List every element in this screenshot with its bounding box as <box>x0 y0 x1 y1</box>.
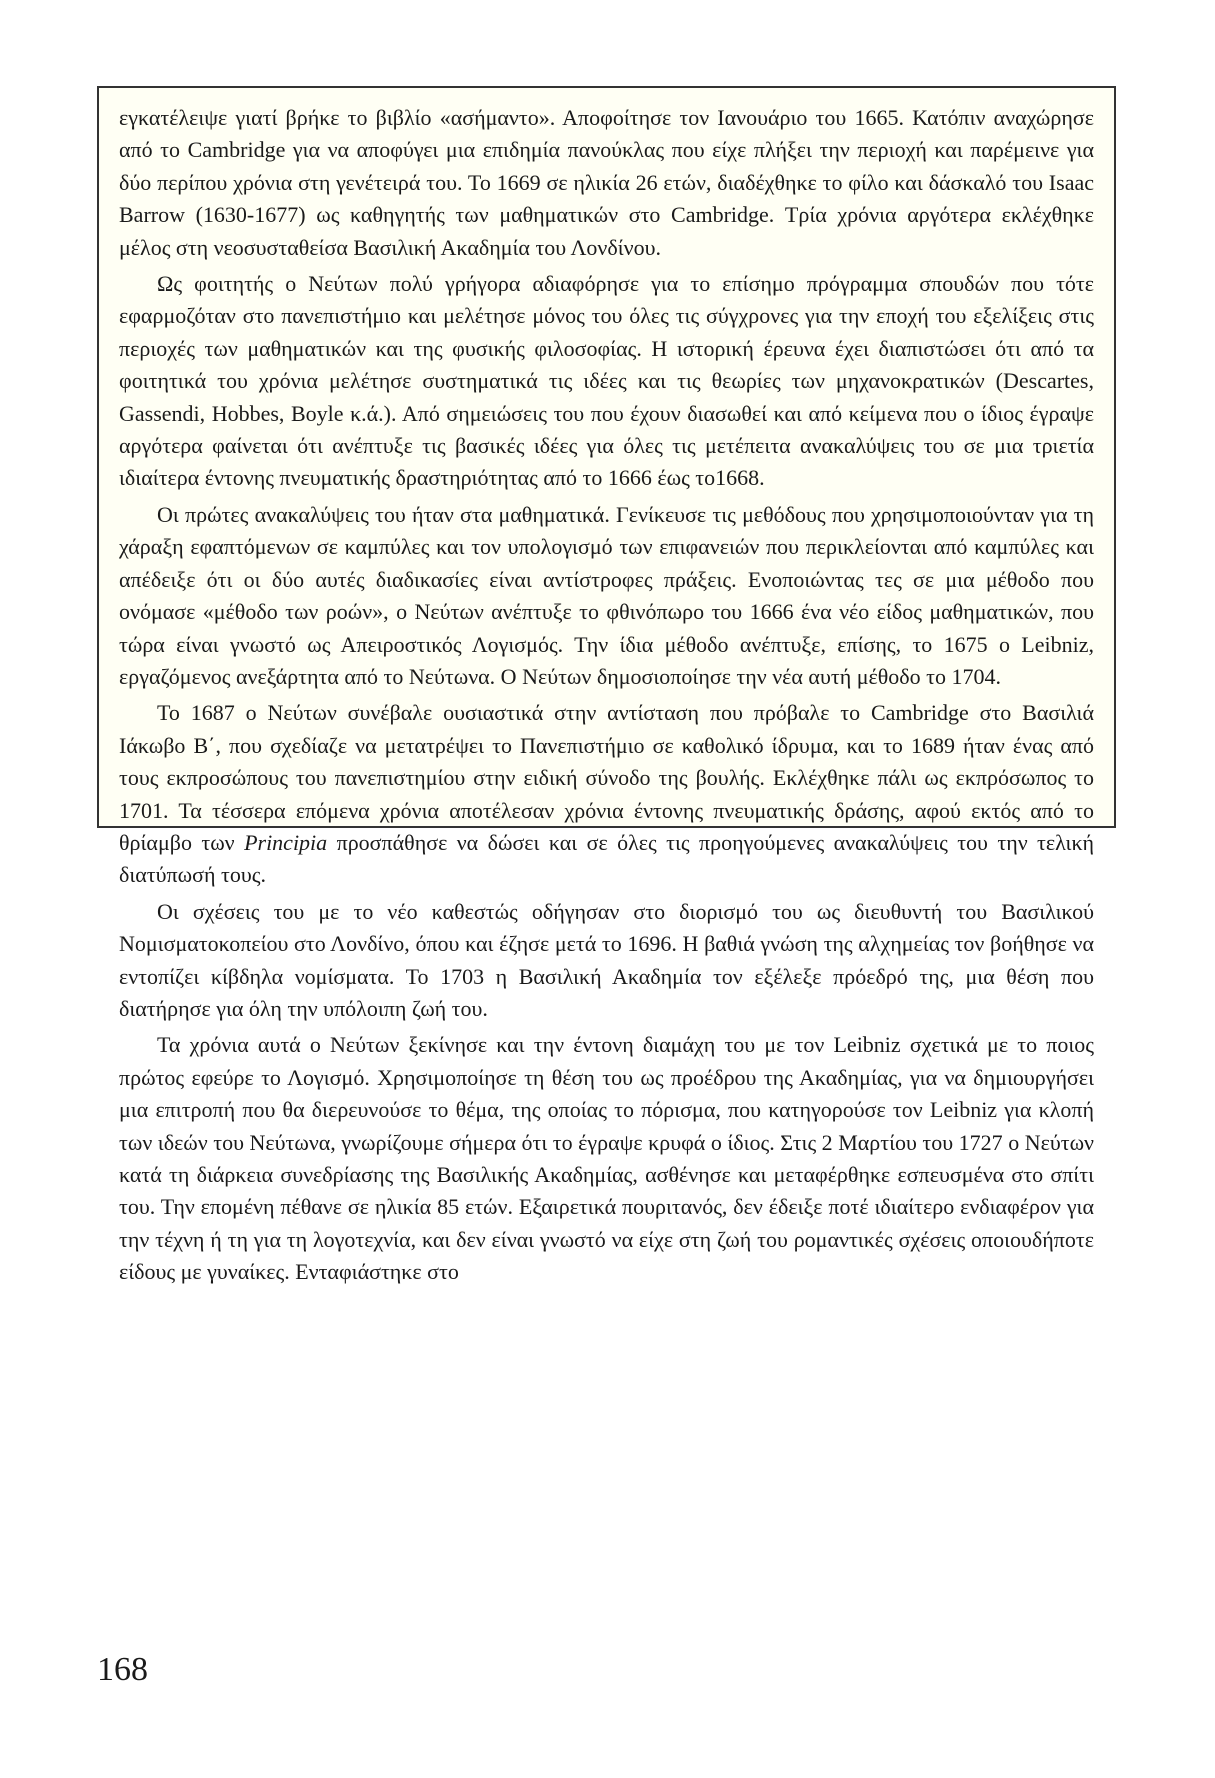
paragraph-3: Οι πρώτες ανακαλύψεις του ήταν στα μαθηματικά. Γενίκευσε τις μεθόδους που χρησιμοποιούνταν για τη χάραξη εφαπτόμενων σε καμπύλες και τον υπολογισμό των επιφανειών που περικλείονται από καμπύλες και απέδειξε ότι οι δύο αυτές διαδικασίες είναι αντίστροφες πράξεις. Ενοποιώντας τες σε μια μέθοδο που ονόμασε «μέθοδο των ροών», ο Νεύτων ανέπτυξε το φθινόπωρο του 1666 ένα νέο είδος μαθηματικών, που τώρα είναι γνωστό ως Απειροστικός Λογισμός. Την ίδια μέθοδο ανέπτυξε, επίσης, το 1675 ο Leibniz, εργαζόμενος ανεξάρτητα από το Νεύτωνα. Ο Νεύτων δημοσιοποίησε την νέα αυτή μέθοδο το 1704. <box>119 501 1094 689</box>
paragraph-4-text: Το 1687 ο Νεύτων συνέβαλε ουσιαστικά στην αντίσταση που πρόβαλε το Cambridge στο Βασιλιά Ιάκωβο Β΄, που σχεδίαζε να μετατρέψει το Πανεπιστήμιο σε καθολικό ίδρυμα, και το 1689 ήταν ένας από τους εκπροσώπους του πανεπιστημίου στην ειδική σύνοδο της βουλής. Εκλέχθηκε πάλι ως εκπρόσωπος το 1701. Τα τέσσερα επόμενα χρόνια αποτέλεσαν χρόνια έντονης πνευματικής δράσης, αφού εκτός από το θρίαμβο των <box>119 700 1094 855</box>
paragraph-4 <box>119 697 1094 891</box>
page-number: 168 <box>97 1651 148 1688</box>
paragraph-5: Οι σχέσεις του με το νέο καθεστώς οδήγησαν στο διορισμό του ως διευθυντή του Βασιλικού Νομισματοκοπείου στο Λονδίνο, όπου και έζησε μετά το 1696. Η βαθιά γνώση της αλχημείας τον βοήθησε να εντοπίζει κίβδηλα νομίσματα. Το 1703 η Βασιλική Ακαδημία τον εξέλεξε πρόεδρό της, μια θέση που διατήρησε για όλη την υπόλοιπη ζωή του. <box>119 898 1094 1021</box>
text-frame <box>97 86 1116 1285</box>
paragraph-2: Ως φοιτητής ο Νεύτων πολύ γρήγορα αδιαφόρησε για το επίσημο πρόγραμμα σπουδών που τότε εφαρμοζόταν στο πανεπιστήμιο και μελέτησε μόνος του όλες τις σύγχρονες για την εποχή του εξελίξεις στις περιοχές των μαθηματικών και της φυσικής φιλοσοφίας. Η ιστορική έρευνα έχει διαπιστώσει ότι από τα φοιτητικά του χρόνια μελέτησε συστηματικά τις ιδέες και τις θεωρίες των μηχανοκρατικών (Descartes, Gassendi, Hobbes, Boyle κ.ά.). Από σημειώσεις του που έχουν διασωθεί και από κείμενα που ο ίδιος έγραψε αργότερα φαίνεται ότι ανέπτυξε τις βασικές ιδέες για όλες τις μετέπειτα ανακαλύψεις του σε μια τριετία ιδιαίτερα έντονης πνευματικής δραστηριότητας από το 1666 έως το1668. <box>119 271 1094 491</box>
paragraph-4-continuation: προσπάθησε να δώσει και σε όλες τις προηγούμενες ανακαλύψεις του την τελική διατύπωσή τους. <box>119 829 1095 888</box>
paragraph-1: εγκατέλειψε γιατί βρήκε το βιβλίο «ασήμαντο». Αποφοίτησε τον Ιανουάριο του 1665. Κατόπιν αναχώρησε από το Cambridge για να αποφύγει μια επιδημία πανούκλας που είχε πλήξει την περιοχή και παρέμεινε για δύο περίπου χρόνια στη γενέτειρά του. Το 1669 σε ηλικία 26 ετών, διαδέχθηκε το φίλο και δάσκαλό του Isaac Barrow (1630-1677) ως καθηγητής των μαθηματικών στο Cambridge. Τρία χρόνια αργότερα εκλέχθηκε μέλος στη νεοσυσταθείσα Βασιλική Ακαδημία του Λονδίνου. <box>119 105 1094 260</box>
paragraph-6: Τα χρόνια αυτά ο Νεύτων ξεκίνησε και την έντονη διαμάχη του με τον Leibniz σχετικά με το ποιος πρώτος εφεύρε το Λογισμό. Χρησιμοποίησε τη θέση του ως προέδρου της Ακαδημίας, για να δημιουργήσει μια επιτροπή που θα διερευνούσε το θέμα, της οποίας το πόρισμα, που κατηγορούσε τον Leibniz για κλοπή των ιδεών του Νεύτωνα, γνωρίζουμε σήμερα ότι το έγραψε κρυφά ο ίδιος. Στις 2 Μαρτίου του 1727 ο Νεύτων κατά τη διάρκεια συνεδρίασης της Βασιλικής Ακαδημίας, ασθένησε και μεταφέρθηκε εσπευσμένα στο σπίτι του. Την επομένη πέθανε σε ηλικία 85 ετών. Εξαιρετικά πουριτανός, δεν έδειξε ποτέ ιδιαίτερο ενδιαφέρον για την τέχνη ή τη για τη λογοτεχνία, και δεν είναι γνωστό να είχε στη ζωή του ρομαντικές σχέσεις οποιουδήποτε είδους με γυναίκες. Ενταφιάστηκε στο <box>119 1032 1095 1285</box>
principia-title: Principia <box>244 829 328 855</box>
